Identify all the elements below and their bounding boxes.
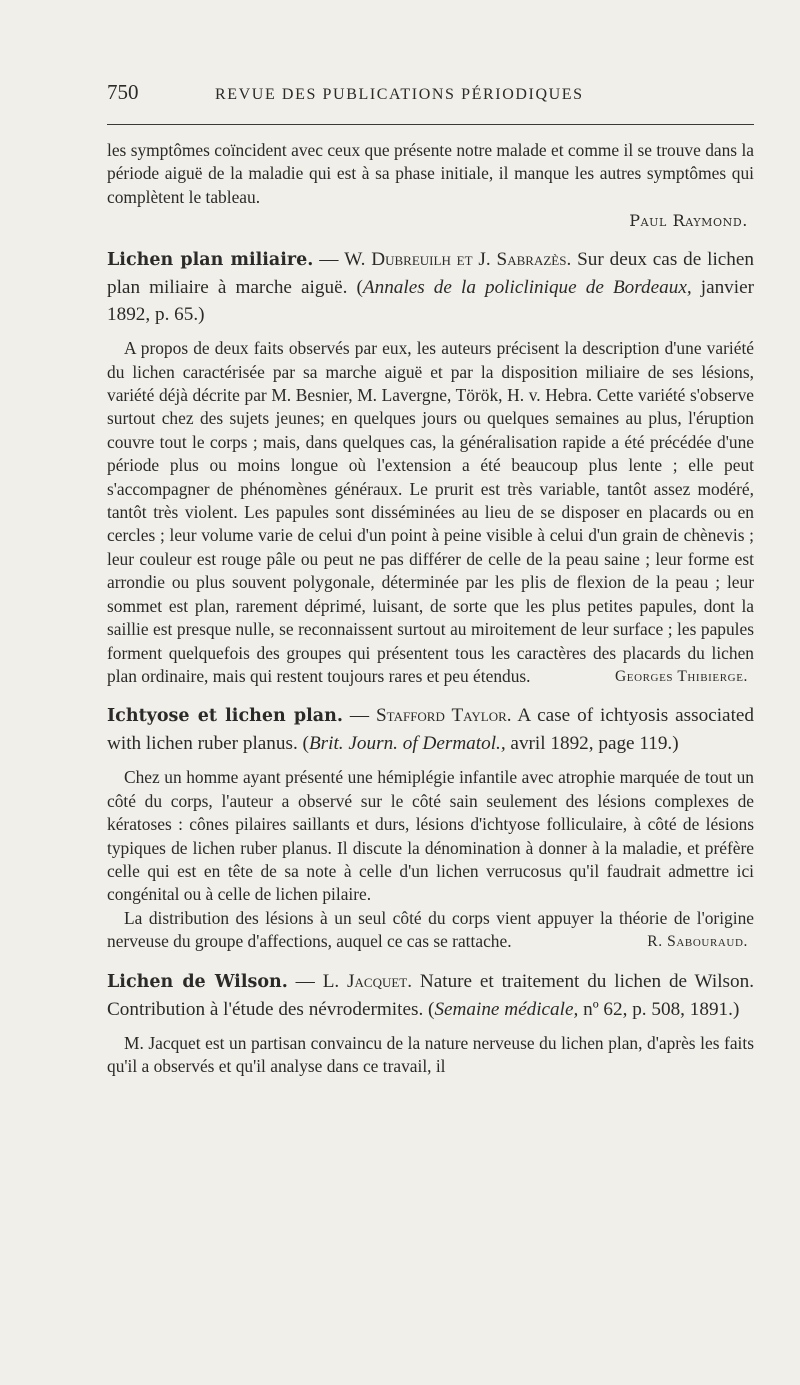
page-number: 750: [107, 80, 139, 104]
heading-dash: —: [287, 970, 323, 992]
article-topic: Lichen plan miliaire.: [107, 250, 314, 271]
heading-dash: —: [342, 705, 376, 727]
article-source: Brit. Journ. of Dermatol.,: [308, 733, 506, 755]
article-body-paragraph: Chez un homme ayant présenté une hémiplégie infantile avec atrophie marquée de tout un côté du corps, l'auteur a observé sur le côté sain seulement des lésions complexes de kératoses : cônes pilaires saillants et durs, lésions d'ichtyose folliculaire, à côté de lésions typiques de lichen ruber planus. Il discute la dénomination à donner à la maladie, et préfère celle qui est en tête de sa note à celle d'un lichen verrucosus qu'il faudrait admettre ici congénital ou à celle de lichen pilaire.: [107, 767, 754, 905]
article-signature: Georges Thibierge.: [614, 667, 748, 685]
continuation-signature: Paul Raymond.: [629, 211, 748, 231]
article-authors: W. Dubreuilh et J. Sabrazès.: [344, 249, 572, 271]
article-source: Semaine médicale,: [434, 998, 579, 1020]
heading-dash: —: [313, 249, 345, 271]
article-body-paragraph: La distribution des lésions à un seul côté du corps vient appuyer la théorie de l'origine nerveuse du groupe d'affections, auquel ce cas se rattache. R. Sabouraud.: [107, 907, 754, 954]
article-heading: [107, 968, 754, 1023]
page: [107, 80, 754, 1078]
article-heading: [107, 702, 754, 757]
article-topic: Ichtyose et lichen plan.: [107, 706, 343, 727]
article-citation: nº 62, p. 508, 1891.): [578, 998, 740, 1020]
header-rule: [107, 124, 754, 125]
article-lichen-plan-miliaire: [107, 246, 754, 688]
continuation-paragraph: les symptômes coïncident avec ceux que présente notre malade et comme il se trouve dans la période aiguë de la maladie qui est à sa phase initiale, il manque les autres symptômes qui complètent le tableau.: [107, 140, 754, 207]
article-topic: Lichen de Wilson.: [107, 971, 288, 992]
article-ichtyose-lichen-plan: [107, 702, 754, 953]
article-source: Annales de la policlinique de Bordeaux,: [362, 277, 692, 299]
article-title: Nature et traitement du lichen de Wilson. Contribution à l'étude des névrodermites. (: [107, 970, 755, 1020]
article-lichen-de-wilson: [107, 968, 754, 1079]
journal-title: REVUE DES PUBLICATIONS PÉRIODIQUES: [215, 86, 584, 103]
article-authors: L. Jacquet.: [322, 970, 413, 992]
running-head: [107, 80, 754, 114]
article-title: A case of ichtyosis associated with lichen ruber planus. (: [107, 705, 755, 755]
article-authors: Stafford Taylor.: [376, 705, 512, 727]
article-citation: janvier 1892, p. 65.): [107, 277, 755, 326]
article-body-paragraph: M. Jacquet est un partisan convaincu de la nature nerveuse du lichen plan, d'après les faits qu'il a observés et qu'il analyse dans ce travail, il: [107, 1032, 754, 1076]
article-citation: avril 1892, page 119.): [505, 733, 679, 755]
article-heading: [107, 246, 754, 328]
article-signature: R. Sabouraud.: [647, 933, 748, 951]
article-body-paragraph: A propos de deux faits observés par eux, les auteurs précisent la description d'une variété du lichen caractérisée par sa marche aiguë et par la disposition miliaire de ses lésions, variété déjà décrite par M. Besnier, M. Lavergne, Török, H. v. Hebra. Cette variété s'observe surtout chez des sujets jeunes; en quelques jours ou quelques semaines au plus, l'éruption couvre tout le corps ; mais, dans quelques cas, la généralisation rapide a été précédée d'une période plus ou moins longue où l'extension a été beaucoup plus lente ; elle peut s'accompagner de phénomènes généraux. Le prurit est très variable, tantôt assez modéré, tantôt très violent. Les papules sont disséminées au lieu de se disposer en placards ou en cercles ; leur volume varie de celui d'un point à peine visible à celui d'un grain de chènevis ; leur couleur est rouge pâle ou peut ne pas différer de celle de la peau saine ; leur forme est arrondie ou plus souvent polygonale, déterminée par les plis de flexion de la peau ; leur sommet est plan, rarement déprimé, luisant, de sorte que les plus petites papules, dont la saillie est presque nulle, se reconnaissent surtout au miroitement de leur surface ; les papules forment quelquefois des groupes qui présentent tous les caractères des placards du lichen plan ordinaire, mais qui restent toujours rares et peu étendus. Georges Thibierge.: [107, 337, 754, 688]
article-title: Sur deux cas de lichen plan miliaire à marche aiguë. (: [107, 249, 754, 299]
